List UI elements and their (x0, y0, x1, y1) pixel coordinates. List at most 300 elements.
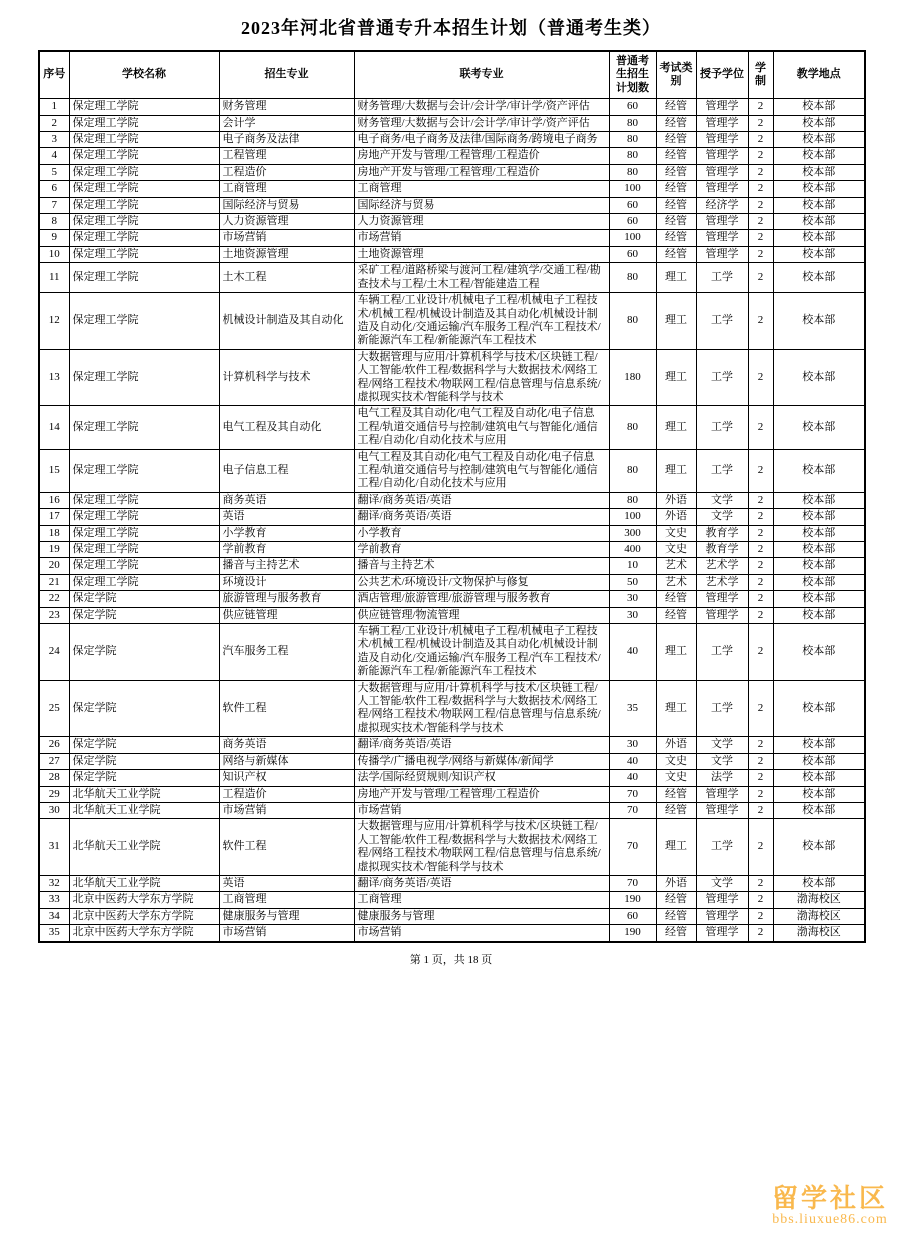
cell-study-length: 2 (748, 492, 773, 508)
cell-joint-exam-major: 翻译/商务英语/英语 (354, 492, 609, 508)
cell-study-length: 2 (748, 786, 773, 802)
cell-degree: 法学 (696, 770, 748, 786)
table-row (39, 115, 865, 131)
table-row (39, 819, 865, 876)
cell-plan-count: 80 (609, 406, 656, 449)
cell-study-length: 2 (748, 263, 773, 293)
cell-enrollment-major: 工商管理 (219, 892, 354, 908)
cell-serial: 17 (39, 509, 69, 525)
cell-joint-exam-major: 翻译/商务英语/英语 (354, 737, 609, 753)
cell-enrollment-major: 电子商务及法律 (219, 132, 354, 148)
cell-exam-category: 经管 (656, 591, 696, 607)
cell-degree: 管理学 (696, 214, 748, 230)
cell-exam-category: 经管 (656, 925, 696, 942)
cell-degree: 管理学 (696, 892, 748, 908)
cell-serial: 13 (39, 349, 69, 406)
cell-study-length: 2 (748, 624, 773, 681)
cell-teaching-location: 校本部 (773, 246, 865, 262)
cell-plan-count: 180 (609, 349, 656, 406)
cell-serial: 8 (39, 214, 69, 230)
table-row (39, 293, 865, 350)
cell-degree: 管理学 (696, 181, 748, 197)
cell-serial: 4 (39, 148, 69, 164)
cell-school-name: 北京中医药大学东方学院 (69, 925, 219, 942)
cell-degree: 文学 (696, 753, 748, 769)
table-row (39, 753, 865, 769)
cell-enrollment-major: 会计学 (219, 115, 354, 131)
cell-teaching-location: 校本部 (773, 786, 865, 802)
cell-school-name: 保定理工学院 (69, 449, 219, 492)
cell-teaching-location: 校本部 (773, 753, 865, 769)
cell-study-length: 2 (748, 525, 773, 541)
cell-plan-count: 190 (609, 925, 656, 942)
cell-plan-count: 30 (609, 607, 656, 623)
cell-teaching-location: 校本部 (773, 680, 865, 737)
cell-teaching-location: 校本部 (773, 148, 865, 164)
cell-degree: 文学 (696, 875, 748, 891)
cell-study-length: 2 (748, 819, 773, 876)
table-row (39, 214, 865, 230)
cell-serial: 26 (39, 737, 69, 753)
cell-joint-exam-major: 公共艺术/环境设计/文物保护与修复 (354, 574, 609, 590)
cell-exam-category: 经管 (656, 607, 696, 623)
cell-serial: 16 (39, 492, 69, 508)
cell-teaching-location: 校本部 (773, 230, 865, 246)
cell-plan-count: 60 (609, 214, 656, 230)
header-plan-count: 普通考生招生计划数 (609, 51, 656, 99)
cell-plan-count: 100 (609, 509, 656, 525)
cell-study-length: 2 (748, 802, 773, 818)
header-school-name: 学校名称 (69, 51, 219, 99)
cell-plan-count: 80 (609, 148, 656, 164)
cell-joint-exam-major: 健康服务与管理 (354, 908, 609, 924)
header-joint-exam-major: 联考专业 (354, 51, 609, 99)
cell-school-name: 保定理工学院 (69, 406, 219, 449)
cell-exam-category: 艺术 (656, 574, 696, 590)
page-title: 2023年河北省普通专升本招生计划（普通考生类） (241, 18, 661, 38)
cell-school-name: 保定理工学院 (69, 492, 219, 508)
watermark (772, 1185, 888, 1228)
cell-plan-count: 100 (609, 230, 656, 246)
cell-joint-exam-major: 车辆工程/工业设计/机械电子工程/机械电子工程技术/机械工程/机械设计制造及其自动化/机械设计制造及自动化/交通运输/汽车服务工程/汽车工程技术/新能源汽车工程/新能源汽车工程技术 (354, 624, 609, 681)
cell-school-name: 保定理工学院 (69, 558, 219, 574)
cell-serial: 3 (39, 132, 69, 148)
cell-degree: 文学 (696, 509, 748, 525)
cell-serial: 31 (39, 819, 69, 876)
cell-exam-category: 经管 (656, 230, 696, 246)
cell-enrollment-major: 工程造价 (219, 164, 354, 180)
cell-serial: 18 (39, 525, 69, 541)
cell-enrollment-major: 知识产权 (219, 770, 354, 786)
cell-serial: 22 (39, 591, 69, 607)
cell-joint-exam-major: 电气工程及其自动化/电气工程及自动化/电子信息工程/轨道交通信号与控制/建筑电气与智能化/通信工程/自动化/自动化技术与应用 (354, 449, 609, 492)
cell-plan-count: 60 (609, 246, 656, 262)
cell-school-name: 保定理工学院 (69, 349, 219, 406)
cell-exam-category: 外语 (656, 875, 696, 891)
table-row (39, 892, 865, 908)
cell-joint-exam-major: 电气工程及其自动化/电气工程及自动化/电子信息工程/轨道交通信号与控制/建筑电气与智能化/通信工程/自动化/自动化技术与应用 (354, 406, 609, 449)
cell-study-length: 2 (748, 892, 773, 908)
cell-exam-category: 经管 (656, 164, 696, 180)
table-row (39, 525, 865, 541)
cell-study-length: 2 (748, 99, 773, 115)
cell-study-length: 2 (748, 406, 773, 449)
cell-serial: 33 (39, 892, 69, 908)
cell-exam-category: 理工 (656, 449, 696, 492)
cell-degree: 管理学 (696, 230, 748, 246)
cell-school-name: 保定理工学院 (69, 263, 219, 293)
table-row (39, 181, 865, 197)
cell-degree: 工学 (696, 293, 748, 350)
cell-school-name: 保定理工学院 (69, 148, 219, 164)
table-row (39, 802, 865, 818)
cell-serial: 25 (39, 680, 69, 737)
cell-school-name: 北华航天工业学院 (69, 802, 219, 818)
cell-school-name: 保定学院 (69, 680, 219, 737)
cell-enrollment-major: 播音与主持艺术 (219, 558, 354, 574)
cell-school-name: 保定学院 (69, 770, 219, 786)
table-row (39, 492, 865, 508)
cell-plan-count: 80 (609, 293, 656, 350)
cell-teaching-location: 校本部 (773, 591, 865, 607)
cell-degree: 管理学 (696, 164, 748, 180)
cell-serial: 21 (39, 574, 69, 590)
table-row (39, 246, 865, 262)
cell-teaching-location: 校本部 (773, 181, 865, 197)
cell-exam-category: 经管 (656, 197, 696, 213)
cell-degree: 管理学 (696, 802, 748, 818)
cell-enrollment-major: 学前教育 (219, 542, 354, 558)
cell-exam-category: 理工 (656, 263, 696, 293)
cell-degree: 文学 (696, 737, 748, 753)
cell-plan-count: 60 (609, 99, 656, 115)
cell-plan-count: 35 (609, 680, 656, 737)
cell-serial: 11 (39, 263, 69, 293)
cell-study-length: 2 (748, 132, 773, 148)
cell-joint-exam-major: 翻译/商务英语/英语 (354, 509, 609, 525)
table-row (39, 263, 865, 293)
cell-degree: 工学 (696, 624, 748, 681)
cell-degree: 经济学 (696, 197, 748, 213)
cell-joint-exam-major: 工商管理 (354, 181, 609, 197)
cell-joint-exam-major: 播音与主持艺术 (354, 558, 609, 574)
cell-school-name: 保定理工学院 (69, 115, 219, 131)
cell-serial: 32 (39, 875, 69, 891)
cell-serial: 7 (39, 197, 69, 213)
cell-school-name: 保定理工学院 (69, 574, 219, 590)
cell-plan-count: 30 (609, 737, 656, 753)
cell-enrollment-major: 电气工程及其自动化 (219, 406, 354, 449)
table-row (39, 230, 865, 246)
cell-school-name: 保定学院 (69, 591, 219, 607)
cell-joint-exam-major: 国际经济与贸易 (354, 197, 609, 213)
cell-joint-exam-major: 传播学/广播电视学/网络与新媒体/新闻学 (354, 753, 609, 769)
cell-school-name: 保定学院 (69, 753, 219, 769)
cell-study-length: 2 (748, 574, 773, 590)
cell-enrollment-major: 土木工程 (219, 263, 354, 293)
cell-degree: 教育学 (696, 542, 748, 558)
cell-teaching-location: 校本部 (773, 115, 865, 131)
cell-enrollment-major: 商务英语 (219, 737, 354, 753)
cell-joint-exam-major: 小学教育 (354, 525, 609, 541)
cell-teaching-location: 校本部 (773, 542, 865, 558)
cell-serial: 30 (39, 802, 69, 818)
cell-enrollment-major: 电子信息工程 (219, 449, 354, 492)
cell-plan-count: 70 (609, 875, 656, 891)
cell-study-length: 2 (748, 148, 773, 164)
cell-study-length: 2 (748, 875, 773, 891)
cell-joint-exam-major: 市场营销 (354, 230, 609, 246)
table-row (39, 908, 865, 924)
table-header (39, 51, 865, 99)
cell-degree: 文学 (696, 492, 748, 508)
cell-teaching-location: 校本部 (773, 406, 865, 449)
cell-study-length: 2 (748, 908, 773, 924)
cell-plan-count: 60 (609, 908, 656, 924)
cell-enrollment-major: 健康服务与管理 (219, 908, 354, 924)
cell-joint-exam-major: 酒店管理/旅游管理/旅游管理与服务教育 (354, 591, 609, 607)
cell-school-name: 保定学院 (69, 624, 219, 681)
cell-teaching-location: 校本部 (773, 770, 865, 786)
cell-joint-exam-major: 法学/国际经贸规则/知识产权 (354, 770, 609, 786)
page-footer: 第 1 页，共 18 页 (409, 953, 493, 966)
cell-exam-category: 经管 (656, 181, 696, 197)
cell-enrollment-major: 软件工程 (219, 819, 354, 876)
cell-exam-category: 经管 (656, 99, 696, 115)
cell-study-length: 2 (748, 509, 773, 525)
cell-teaching-location: 校本部 (773, 558, 865, 574)
cell-exam-category: 理工 (656, 819, 696, 876)
cell-teaching-location: 校本部 (773, 492, 865, 508)
cell-exam-category: 理工 (656, 680, 696, 737)
cell-school-name: 保定理工学院 (69, 293, 219, 350)
cell-exam-category: 经管 (656, 246, 696, 262)
cell-plan-count: 40 (609, 770, 656, 786)
cell-serial: 35 (39, 925, 69, 942)
cell-degree: 工学 (696, 819, 748, 876)
cell-enrollment-major: 市场营销 (219, 230, 354, 246)
cell-plan-count: 40 (609, 624, 656, 681)
cell-joint-exam-major: 大数据管理与应用/计算机科学与技术/区块链工程/人工智能/软件工程/数据科学与大数据技术/网络工程/网络工程技术/物联网工程/信息管理与信息系统/虚拟现实技术/智能科学与技术 (354, 680, 609, 737)
cell-study-length: 2 (748, 591, 773, 607)
cell-degree: 工学 (696, 680, 748, 737)
cell-degree: 管理学 (696, 115, 748, 131)
cell-teaching-location: 校本部 (773, 293, 865, 350)
cell-plan-count: 70 (609, 786, 656, 802)
cell-joint-exam-major: 人力资源管理 (354, 214, 609, 230)
cell-teaching-location: 校本部 (773, 99, 865, 115)
cell-study-length: 2 (748, 197, 773, 213)
table-row (39, 197, 865, 213)
cell-teaching-location: 渤海校区 (773, 908, 865, 924)
cell-study-length: 2 (748, 925, 773, 942)
cell-serial: 14 (39, 406, 69, 449)
cell-joint-exam-major: 学前教育 (354, 542, 609, 558)
cell-exam-category: 理工 (656, 406, 696, 449)
cell-school-name: 北华航天工业学院 (69, 819, 219, 876)
cell-exam-category: 文史 (656, 770, 696, 786)
cell-joint-exam-major: 房地产开发与管理/工程管理/工程造价 (354, 786, 609, 802)
cell-plan-count: 10 (609, 558, 656, 574)
cell-plan-count: 50 (609, 574, 656, 590)
cell-joint-exam-major: 翻译/商务英语/英语 (354, 875, 609, 891)
cell-serial: 28 (39, 770, 69, 786)
cell-study-length: 2 (748, 230, 773, 246)
cell-exam-category: 文史 (656, 753, 696, 769)
cell-teaching-location: 校本部 (773, 164, 865, 180)
cell-school-name: 保定理工学院 (69, 132, 219, 148)
cell-enrollment-major: 商务英语 (219, 492, 354, 508)
cell-degree: 管理学 (696, 908, 748, 924)
table-row (39, 148, 865, 164)
cell-serial: 12 (39, 293, 69, 350)
cell-exam-category: 艺术 (656, 558, 696, 574)
cell-plan-count: 300 (609, 525, 656, 541)
cell-plan-count: 80 (609, 164, 656, 180)
cell-teaching-location: 校本部 (773, 349, 865, 406)
cell-serial: 23 (39, 607, 69, 623)
cell-enrollment-major: 人力资源管理 (219, 214, 354, 230)
cell-degree: 艺术学 (696, 574, 748, 590)
cell-plan-count: 80 (609, 263, 656, 293)
table-row (39, 737, 865, 753)
cell-study-length: 2 (748, 246, 773, 262)
cell-joint-exam-major: 大数据管理与应用/计算机科学与技术/区块链工程/人工智能/软件工程/数据科学与大数据技术/网络工程/网络工程技术/物联网工程/信息管理与信息系统/虚拟现实技术/智能科学与技术 (354, 349, 609, 406)
cell-study-length: 2 (748, 680, 773, 737)
cell-exam-category: 文史 (656, 525, 696, 541)
cell-teaching-location: 校本部 (773, 132, 865, 148)
cell-serial: 24 (39, 624, 69, 681)
cell-exam-category: 经管 (656, 802, 696, 818)
cell-teaching-location: 校本部 (773, 197, 865, 213)
watermark-url: bbs.liuxue86.com (772, 1212, 888, 1227)
cell-exam-category: 经管 (656, 908, 696, 924)
cell-enrollment-major: 财务管理 (219, 99, 354, 115)
cell-degree: 管理学 (696, 591, 748, 607)
table-row (39, 164, 865, 180)
cell-plan-count: 190 (609, 892, 656, 908)
cell-plan-count: 40 (609, 753, 656, 769)
cell-study-length: 2 (748, 349, 773, 406)
cell-school-name: 北京中医药大学东方学院 (69, 892, 219, 908)
cell-enrollment-major: 供应链管理 (219, 607, 354, 623)
cell-exam-category: 理工 (656, 293, 696, 350)
cell-serial: 19 (39, 542, 69, 558)
cell-exam-category: 文史 (656, 542, 696, 558)
table-row (39, 875, 865, 891)
cell-degree: 艺术学 (696, 558, 748, 574)
cell-enrollment-major: 英语 (219, 875, 354, 891)
cell-study-length: 2 (748, 293, 773, 350)
cell-enrollment-major: 英语 (219, 509, 354, 525)
cell-teaching-location: 校本部 (773, 819, 865, 876)
cell-serial: 29 (39, 786, 69, 802)
cell-degree: 管理学 (696, 607, 748, 623)
cell-enrollment-major: 市场营销 (219, 802, 354, 818)
cell-enrollment-major: 机械设计制造及其自动化 (219, 293, 354, 350)
cell-exam-category: 经管 (656, 786, 696, 802)
header-enrollment-major: 招生专业 (219, 51, 354, 99)
cell-exam-category: 理工 (656, 349, 696, 406)
cell-exam-category: 经管 (656, 148, 696, 164)
watermark-title: 留学社区 (771, 1183, 888, 1213)
cell-study-length: 2 (748, 449, 773, 492)
cell-joint-exam-major: 电子商务/电子商务及法律/国际商务/跨境电子商务 (354, 132, 609, 148)
table-row (39, 349, 865, 406)
cell-enrollment-major: 环境设计 (219, 574, 354, 590)
cell-exam-category: 外语 (656, 737, 696, 753)
cell-study-length: 2 (748, 753, 773, 769)
cell-study-length: 2 (748, 214, 773, 230)
cell-teaching-location: 渤海校区 (773, 892, 865, 908)
cell-enrollment-major: 国际经济与贸易 (219, 197, 354, 213)
cell-plan-count: 70 (609, 802, 656, 818)
cell-exam-category: 经管 (656, 214, 696, 230)
cell-degree: 工学 (696, 406, 748, 449)
cell-exam-category: 经管 (656, 892, 696, 908)
table-row (39, 449, 865, 492)
cell-degree: 管理学 (696, 925, 748, 942)
cell-school-name: 保定理工学院 (69, 164, 219, 180)
cell-school-name: 保定理工学院 (69, 230, 219, 246)
cell-degree: 教育学 (696, 525, 748, 541)
cell-school-name: 保定理工学院 (69, 181, 219, 197)
cell-plan-count: 400 (609, 542, 656, 558)
cell-plan-count: 80 (609, 132, 656, 148)
cell-plan-count: 70 (609, 819, 656, 876)
cell-teaching-location: 校本部 (773, 525, 865, 541)
cell-teaching-location: 渤海校区 (773, 925, 865, 942)
table-row (39, 509, 865, 525)
plan-table-body (39, 99, 865, 942)
cell-teaching-location: 校本部 (773, 574, 865, 590)
cell-degree: 工学 (696, 263, 748, 293)
cell-exam-category: 经管 (656, 115, 696, 131)
cell-joint-exam-major: 工商管理 (354, 892, 609, 908)
cell-enrollment-major: 市场营销 (219, 925, 354, 942)
cell-serial: 9 (39, 230, 69, 246)
cell-enrollment-major: 工商管理 (219, 181, 354, 197)
cell-serial: 10 (39, 246, 69, 262)
cell-enrollment-major: 工程造价 (219, 786, 354, 802)
cell-joint-exam-major: 房地产开发与管理/工程管理/工程造价 (354, 148, 609, 164)
cell-school-name: 保定理工学院 (69, 246, 219, 262)
cell-plan-count: 100 (609, 181, 656, 197)
cell-serial: 20 (39, 558, 69, 574)
cell-study-length: 2 (748, 164, 773, 180)
cell-serial: 1 (39, 99, 69, 115)
cell-serial: 15 (39, 449, 69, 492)
cell-enrollment-major: 计算机科学与技术 (219, 349, 354, 406)
cell-enrollment-major: 软件工程 (219, 680, 354, 737)
cell-teaching-location: 校本部 (773, 624, 865, 681)
cell-degree: 工学 (696, 449, 748, 492)
header-teaching-location: 教学地点 (773, 51, 865, 99)
cell-degree: 管理学 (696, 132, 748, 148)
cell-joint-exam-major: 财务管理/大数据与会计/会计学/审计学/资产评估 (354, 115, 609, 131)
cell-exam-category: 经管 (656, 132, 696, 148)
table-row (39, 574, 865, 590)
cell-study-length: 2 (748, 181, 773, 197)
cell-school-name: 北华航天工业学院 (69, 786, 219, 802)
table-row (39, 607, 865, 623)
cell-degree: 管理学 (696, 99, 748, 115)
table-row (39, 406, 865, 449)
header-degree: 授予学位 (696, 51, 748, 99)
cell-school-name: 保定学院 (69, 607, 219, 623)
header-serial: 序号 (39, 51, 69, 99)
cell-school-name: 保定理工学院 (69, 197, 219, 213)
